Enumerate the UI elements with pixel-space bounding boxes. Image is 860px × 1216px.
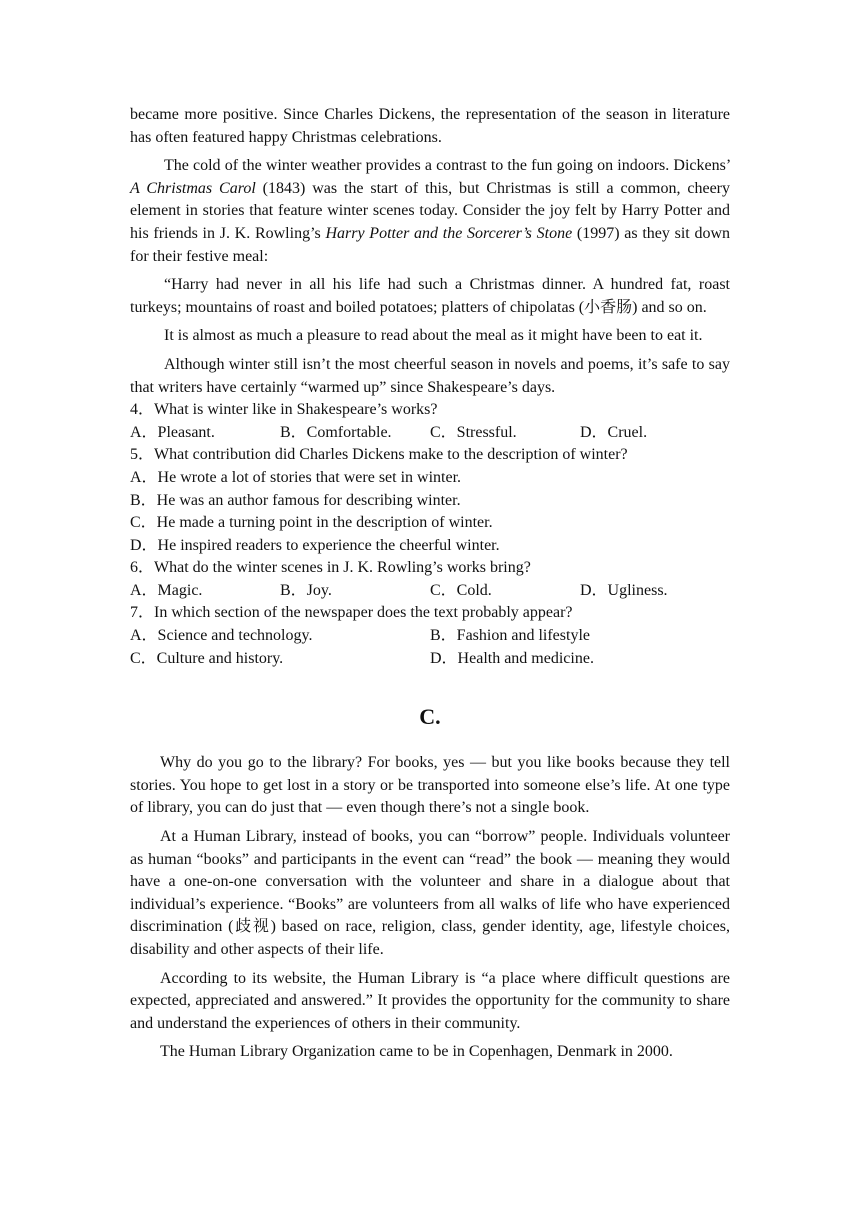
question-7-option-c[interactable]: C．Culture and history. xyxy=(130,649,284,667)
question-6-option-b[interactable]: B．Joy. xyxy=(280,581,332,599)
section-c-paragraph-3: According to its website, the Human Library is “a place where difficult questions are expected, appreciated and answered.” It provides the opportunity for the community to share and understand the experiences of others in their community. xyxy=(130,969,730,1032)
passage-b-paragraph-5: Although winter still isn’t the most cheerful season in novels and poems, it’s safe to say that writers have certainly “warmed up” since Shakespeare’s days. xyxy=(130,355,730,396)
section-c-paragraph-2: At a Human Library, instead of books, you can “borrow” people. Individuals volunteer as human “books” and participants in the event can “read” the book — meaning they would have a one-on-one conversation with the volunteer and share in a dialogue about that individual’s experience. “Books” are volunteers from all walks of life who have experienced discrimination (歧视) based on race, religion, class, gender identity, age, lifestyle choices, disability and other aspects of their life. xyxy=(130,828,730,958)
question-7-option-b[interactable]: B．Fashion and lifestyle xyxy=(430,627,590,645)
question-7-stem: 7．In which section of the newspaper does the text probably appear? xyxy=(130,604,573,622)
question-6-option-a[interactable]: A．Magic. xyxy=(130,581,203,599)
book-title-harry-potter: Harry Potter and the Sorcerer’s Stone xyxy=(325,224,573,242)
section-c-paragraph-1: Why do you go to the library? For books, yes — but you like books because they tell stories. You hope to get lost in a story or be transported into someone else’s life. At one type of library, you can do just that — even though there’s not a single book. xyxy=(130,754,730,817)
question-6-stem: 6．What do the winter scenes in J. K. Rowling’s works bring? xyxy=(130,559,531,577)
paragraph-2-text-c: (1997) as they sit down for their festive meal: xyxy=(130,224,730,265)
question-4-option-b[interactable]: B．Comfortable. xyxy=(280,423,392,441)
question-5-option-c[interactable]: C．He made a turning point in the description of winter. xyxy=(130,514,493,532)
question-4-options xyxy=(130,422,730,445)
question-5-stem: 5．What contribution did Charles Dickens make to the description of winter? xyxy=(130,446,628,464)
passage-b-paragraph-2 xyxy=(130,155,730,268)
question-4-stem: 4．What is winter like in Shakespeare’s works? xyxy=(130,401,438,419)
question-4-option-c[interactable]: C．Stressful. xyxy=(430,423,517,441)
passage-b-paragraph-4: It is almost as much a pleasure to read about the meal as it might have been to eat it. xyxy=(164,327,703,345)
section-c-paragraph-4: The Human Library Organization came to be in Copenhagen, Denmark in 2000. xyxy=(160,1043,673,1061)
question-6-option-d[interactable]: D．Ugliness. xyxy=(580,581,668,599)
question-4-option-a[interactable]: A．Pleasant. xyxy=(130,423,215,441)
question-6-options xyxy=(130,580,730,603)
question-5-option-a[interactable]: A．He wrote a lot of stories that were set in winter. xyxy=(130,468,462,486)
section-c-heading: C. xyxy=(419,704,441,730)
question-7-option-d[interactable]: D．Health and medicine. xyxy=(430,649,594,667)
document-page xyxy=(130,104,730,1070)
question-4-option-d[interactable]: D．Cruel. xyxy=(580,423,648,441)
question-7-options-row-2 xyxy=(130,648,730,671)
paragraph-2-text-b: (1843) was the start of this, but Christmas is still a common, cheery element in stories that feature winter scenes today. Consider the joy felt by Harry Potter and his friends in J. K. Rowling’s xyxy=(130,179,731,242)
book-title-christmas-carol: A Christmas Carol xyxy=(130,179,256,197)
question-7-option-a[interactable]: A．Science and technology. xyxy=(130,627,313,645)
passage-b-paragraph-3: “Harry had never in all his life had such a Christmas dinner. A hundred fat, roast turkeys; mountains of roast and boiled potatoes; platters of chipolatas (小香肠) and so on. xyxy=(130,276,730,316)
question-5-option-d[interactable]: D．He inspired readers to experience the cheerful winter. xyxy=(130,536,500,554)
question-7-options-row-1 xyxy=(130,625,730,648)
question-5-option-b[interactable]: B．He was an author famous for describing winter. xyxy=(130,491,461,509)
paragraph-2-text-a: The cold of the winter weather provides a contrast to the fun going on indoors. Dickens’ xyxy=(164,157,730,175)
passage-b-paragraph-1: became more positive. Since Charles Dickens, the representation of the season in literature has often featured happy Christmas celebrations. xyxy=(130,106,730,146)
question-6-option-c[interactable]: C．Cold. xyxy=(430,581,492,599)
